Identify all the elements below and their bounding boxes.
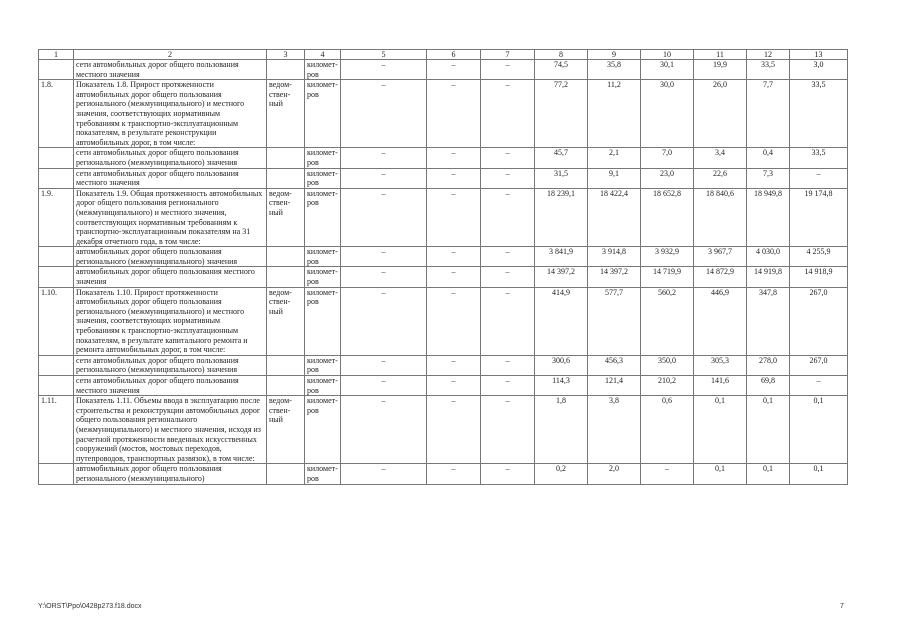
unit-cell: километ-ров [305,60,341,80]
value-cell-col10: – [641,464,694,484]
value-cell-col12: 0,1 [747,464,790,484]
row-number-cell [39,60,74,80]
row-number-cell: 1.11. [39,396,74,464]
value-cell-col12: 4 030,0 [747,247,790,267]
header-cell: 9 [588,50,641,60]
source-cell [267,267,305,287]
value-cell-col10: 560,2 [641,287,694,355]
value-cell-col9: 3 914,8 [588,247,641,267]
row-number-cell [39,247,74,267]
value-cell-col9: 456,3 [588,355,641,375]
value-cell-col6: – [427,168,481,188]
value-cell-col5: – [341,247,427,267]
value-cell-col9: 2,0 [588,464,641,484]
value-cell-col10: 7,0 [641,148,694,168]
value-cell-col11: 305,3 [694,355,747,375]
value-cell-col7: – [481,148,535,168]
indicator-name-cell: сети автомобильных дорог общего пользования регионального (межмуниципального) значения [74,355,267,375]
value-cell-col13: 14 918,9 [790,267,848,287]
table-row [39,247,848,267]
row-number-cell: 1.9. [39,188,74,247]
value-cell-col13: 3,0 [790,60,848,80]
value-cell-col8: 18 239,1 [535,188,588,247]
indicator-name-cell: автомобильных дорог общего пользования регионального (межмуниципального) значения [74,247,267,267]
value-cell-col5: – [341,188,427,247]
indicator-name-cell: автомобильных дорог общего пользования регионального (межмуниципального) [74,464,267,484]
value-cell-col7: – [481,188,535,247]
value-cell-col8: 31,5 [535,168,588,188]
indicator-name-cell: сети автомобильных дорог общего пользования местного значения [74,60,267,80]
value-cell-col13: – [790,376,848,396]
file-path-footer: Y:\ORST\Ppo\0428p273.f18.docx [38,603,142,610]
value-cell-col7: – [481,396,535,464]
value-cell-col11: 0,1 [694,464,747,484]
value-cell-col7: – [481,464,535,484]
value-cell-col6: – [427,188,481,247]
value-cell-col6: – [427,267,481,287]
source-cell [267,355,305,375]
value-cell-col11: 19,9 [694,60,747,80]
value-cell-col11: 141,6 [694,376,747,396]
value-cell-col11: 446,9 [694,287,747,355]
value-cell-col7: – [481,287,535,355]
value-cell-col8: 414,9 [535,287,588,355]
value-cell-col13: – [790,168,848,188]
header-cell: 4 [305,50,341,60]
value-cell-col6: – [427,396,481,464]
value-cell-col6: – [427,464,481,484]
table-row [39,80,848,148]
value-cell-col10: 0,6 [641,396,694,464]
table-row [39,60,848,80]
value-cell-col8: 300,6 [535,355,588,375]
value-cell-col11: 22,6 [694,168,747,188]
page-number: 7 [840,603,844,610]
source-cell [267,60,305,80]
table-header-row [39,50,848,60]
header-cell: 12 [747,50,790,60]
value-cell-col5: – [341,287,427,355]
table-row [39,287,848,355]
unit-cell: километ-ров [305,267,341,287]
value-cell-col9: 9,1 [588,168,641,188]
value-cell-col12: 69,8 [747,376,790,396]
indicator-name-cell: Показатель 1.8. Прирост протяженности автомобильных дорог общего пользования регионального (межмуниципального) и местного значения, соответствующих нормативным требованиям к транспортно-эксплуатационным показателям, в результате реконструкции автомобильных дорог, в том числе: [74,80,267,148]
value-cell-col11: 26,0 [694,80,747,148]
row-number-cell [39,376,74,396]
source-cell: ведом-ствен-ный [267,396,305,464]
value-cell-col10: 14 719,9 [641,267,694,287]
value-cell-col8: 77,2 [535,80,588,148]
value-cell-col10: 3 932,9 [641,247,694,267]
header-cell: 2 [74,50,267,60]
value-cell-col8: 0,2 [535,464,588,484]
source-cell [267,148,305,168]
value-cell-col7: – [481,355,535,375]
value-cell-col10: 23,0 [641,168,694,188]
value-cell-col5: – [341,168,427,188]
row-number-cell: 1.10. [39,287,74,355]
value-cell-col11: 18 840,6 [694,188,747,247]
value-cell-col8: 114,3 [535,376,588,396]
source-cell: ведом-ствен-ный [267,188,305,247]
value-cell-col6: – [427,287,481,355]
value-cell-col7: – [481,376,535,396]
indicator-name-cell: сети автомобильных дорог общего пользования местного значения [74,376,267,396]
header-cell: 6 [427,50,481,60]
value-cell-col12: 0,4 [747,148,790,168]
value-cell-col10: 350,0 [641,355,694,375]
value-cell-col6: – [427,148,481,168]
row-number-cell [39,355,74,375]
table-row [39,168,848,188]
value-cell-col5: – [341,355,427,375]
value-cell-col7: – [481,267,535,287]
value-cell-col8: 3 841,9 [535,247,588,267]
value-cell-col13: 33,5 [790,80,848,148]
header-cell: 1 [39,50,74,60]
indicator-name-cell: Показатель 1.10. Прирост протяженности автомобильных дорог общего пользования регионального (межмуниципального) и местного значения, соответствующих нормативным требованиям к транспортно-эксплуатационным показателям, в результате капитального ремонта и ремонта автомобильных дорог, в том числе: [74,287,267,355]
header-cell: 8 [535,50,588,60]
value-cell-col12: 14 919,8 [747,267,790,287]
value-cell-col6: – [427,355,481,375]
value-cell-col7: – [481,168,535,188]
value-cell-col10: 30,0 [641,80,694,148]
table-row [39,464,848,484]
row-number-cell: 1.8. [39,80,74,148]
table-row [39,267,848,287]
row-number-cell [39,148,74,168]
value-cell-col13: 19 174,8 [790,188,848,247]
source-cell [267,247,305,267]
table-row [39,396,848,464]
indicator-name-cell: сети автомобильных дорог общего пользования местного значения [74,168,267,188]
value-cell-col13: 267,0 [790,355,848,375]
value-cell-col12: 7,7 [747,80,790,148]
value-cell-col7: – [481,247,535,267]
value-cell-col8: 74,5 [535,60,588,80]
value-cell-col5: – [341,396,427,464]
unit-cell: километ-ров [305,287,341,355]
value-cell-col10: 30,1 [641,60,694,80]
value-cell-col12: 18 949,8 [747,188,790,247]
value-cell-col5: – [341,60,427,80]
value-cell-col6: – [427,60,481,80]
value-cell-col7: – [481,80,535,148]
source-cell [267,376,305,396]
header-cell: 13 [790,50,848,60]
value-cell-col12: 33,5 [747,60,790,80]
value-cell-col9: 18 422,4 [588,188,641,247]
value-cell-col5: – [341,267,427,287]
value-cell-col8: 1,8 [535,396,588,464]
value-cell-col9: 3,8 [588,396,641,464]
value-cell-col8: 45,7 [535,148,588,168]
value-cell-col13: 33,5 [790,148,848,168]
value-cell-col5: – [341,148,427,168]
value-cell-col11: 14 872,9 [694,267,747,287]
value-cell-col13: 0,1 [790,396,848,464]
value-cell-col6: – [427,376,481,396]
value-cell-col9: 14 397,2 [588,267,641,287]
indicator-name-cell: Показатель 1.9. Общая протяженность автомобильных дорог общего пользования регионального (межмуниципального) и местного значения, соответствующих нормативным требованиям к транспортно-эксплуатационным показателям на 31 декабря отчетного года, в том числе: [74,188,267,247]
unit-cell: километ-ров [305,396,341,464]
table-row [39,148,848,168]
value-cell-col13: 0,1 [790,464,848,484]
value-cell-col7: – [481,60,535,80]
value-cell-col11: 3 967,7 [694,247,747,267]
value-cell-col9: 2,1 [588,148,641,168]
source-cell [267,464,305,484]
header-cell: 11 [694,50,747,60]
value-cell-col9: 11,2 [588,80,641,148]
unit-cell: километ-ров [305,80,341,148]
value-cell-col6: – [427,247,481,267]
value-cell-col12: 347,8 [747,287,790,355]
indicator-name-cell: Показатель 1.11. Объемы ввода в эксплуатацию после строительства и реконструкции автомобильных дорог общего пользования регионального (межмуниципального) и местного значения, исходя из расчетной протяженности введенных искусственных сооружений (мостов, мостовых переходов, путепроводов, транспортных развязок), в том числе: [74,396,267,464]
value-cell-col8: 14 397,2 [535,267,588,287]
value-cell-col9: 577,7 [588,287,641,355]
header-cell: 5 [341,50,427,60]
value-cell-col10: 18 652,8 [641,188,694,247]
value-cell-col11: 0,1 [694,396,747,464]
row-number-cell [39,267,74,287]
unit-cell: километ-ров [305,168,341,188]
value-cell-col13: 4 255,9 [790,247,848,267]
value-cell-col10: 210,2 [641,376,694,396]
unit-cell: километ-ров [305,376,341,396]
header-cell: 10 [641,50,694,60]
value-cell-col5: – [341,464,427,484]
row-number-cell [39,464,74,484]
value-cell-col11: 3,4 [694,148,747,168]
value-cell-col9: 121,4 [588,376,641,396]
table-row [39,188,848,247]
value-cell-col13: 267,0 [790,287,848,355]
value-cell-col5: – [341,376,427,396]
unit-cell: километ-ров [305,188,341,247]
unit-cell: километ-ров [305,247,341,267]
unit-cell: километ-ров [305,464,341,484]
source-cell [267,168,305,188]
header-cell: 3 [267,50,305,60]
header-cell: 7 [481,50,535,60]
indicator-name-cell: сети автомобильных дорог общего пользования регионального (межмуниципального) значения [74,148,267,168]
value-cell-col5: – [341,80,427,148]
value-cell-col6: – [427,80,481,148]
value-cell-col9: 35,8 [588,60,641,80]
value-cell-col12: 7,3 [747,168,790,188]
value-cell-col12: 278,0 [747,355,790,375]
indicator-table [38,49,848,485]
source-cell: ведом-ствен-ный [267,80,305,148]
value-cell-col12: 0,1 [747,396,790,464]
row-number-cell [39,168,74,188]
unit-cell: километ-ров [305,148,341,168]
source-cell: ведом-ствен-ный [267,287,305,355]
table-row [39,376,848,396]
unit-cell: километ-ров [305,355,341,375]
table-row [39,355,848,375]
indicator-name-cell: автомобильных дорог общего пользования местного значения [74,267,267,287]
